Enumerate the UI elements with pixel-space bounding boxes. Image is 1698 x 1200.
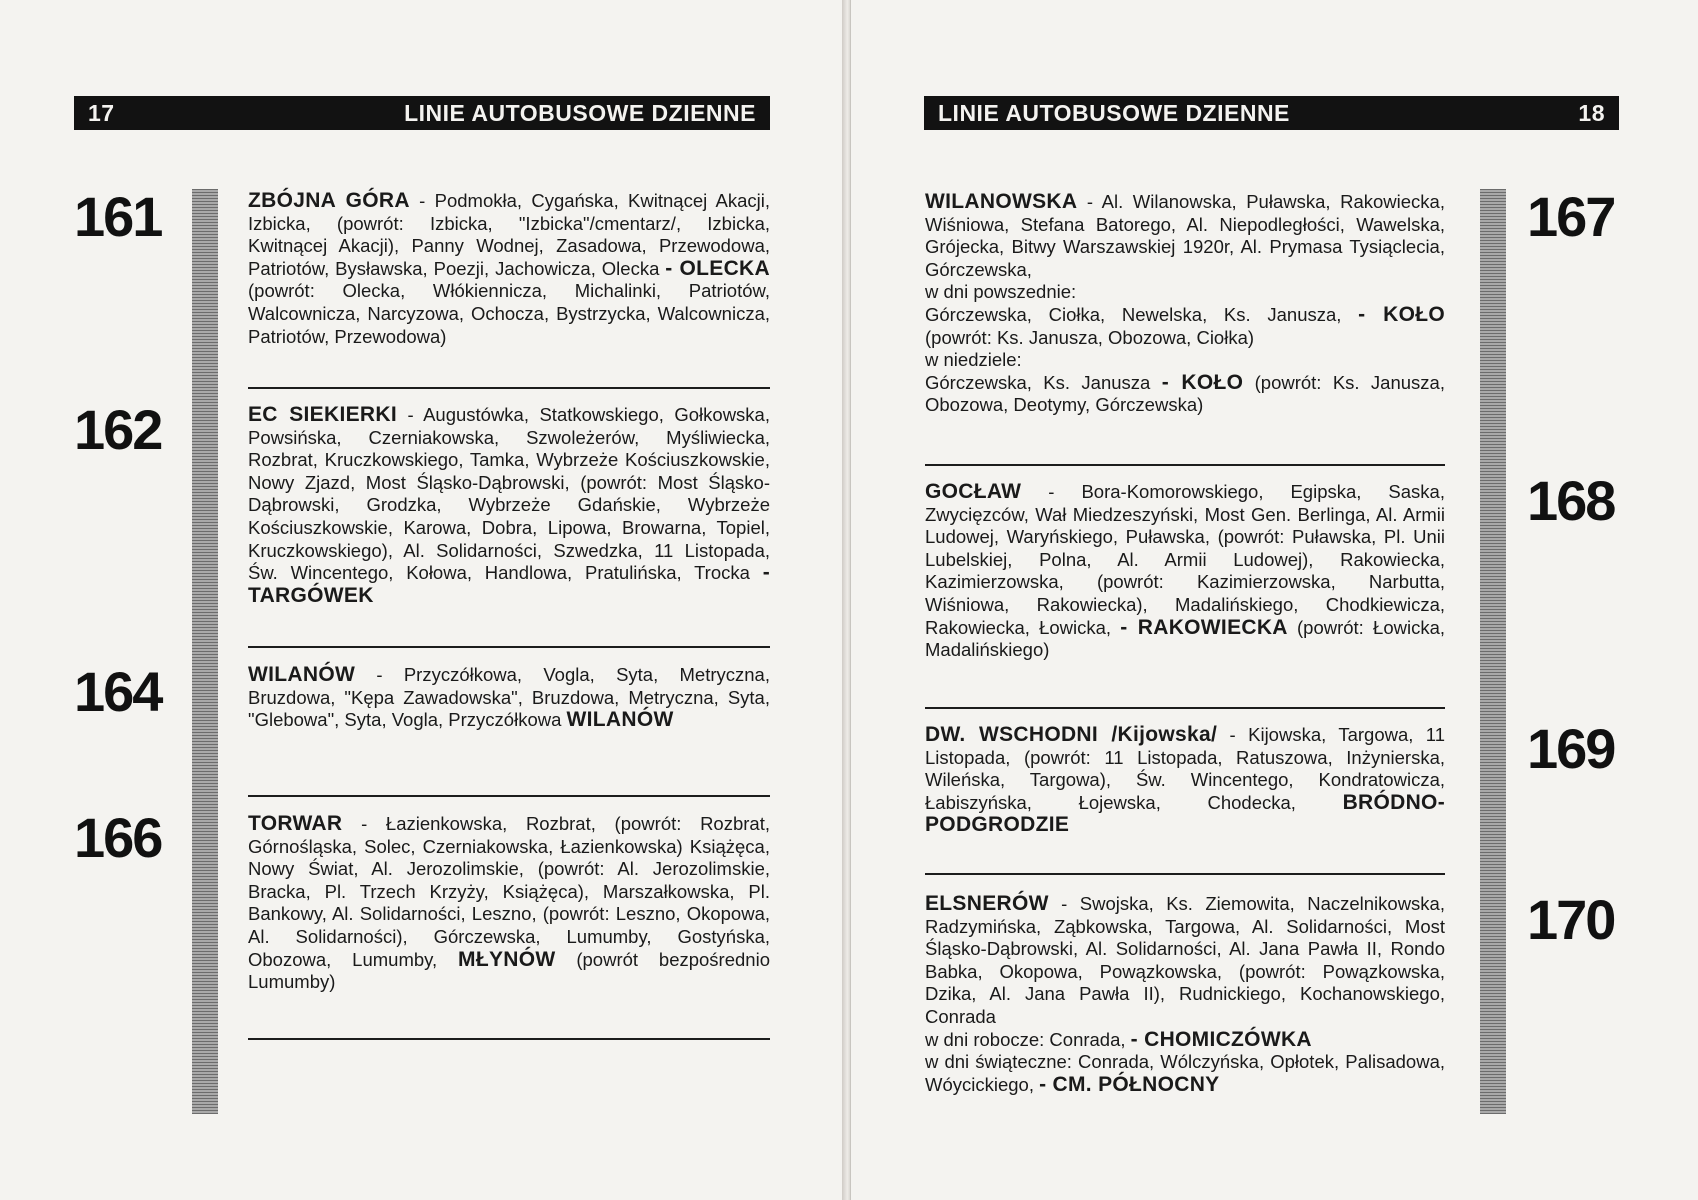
- route-streets: - Augustówka, Statkowskiego, Gołkowska, Powsińska, Czerniakowska, Szwoleżerów, Myśliwiecka, Rozbrat, Kruczkowskiego, Tamka, Wybrzeże Kościuszkowskie, Nowy Zjazd, Most Śląsko-Dąbrowski, (powrót: Most Śląsko-Dąbrowski, Grodzka, Wybrzeże Gdańskie, Wybrzeże Kościuszkowskie, Karowa, Dobra, Lipowa, Browarna, Topiel, Kruczkowskiego), Al. Solidarności, Szwedzka, 11 Listopada, Św. Wincentego, Kołowa, Handlowa, Pratulińska, Trocka: [248, 404, 770, 584]
- route-167: [925, 191, 1445, 417]
- right-page: [850, 0, 1698, 1200]
- route-divider: [248, 1038, 770, 1040]
- route-divider: [248, 387, 770, 389]
- weekday-label: w dni powszednie:: [925, 281, 1077, 303]
- line-number-167: 167: [1527, 185, 1615, 248]
- line-number-161: 161: [74, 185, 162, 248]
- route-terminus-to: - OLECKA: [665, 256, 770, 280]
- route-terminus-from: WILANOWSKA: [925, 190, 1078, 213]
- line-number-169: 169: [1527, 717, 1615, 780]
- route-streets: - Bora-Komorowskiego, Egipska, Saska, Zwycięzców, Wał Miedzeszyński, Most Gen. Berlinga, Al. Armii Ludowej, Waryńskiego, Puławska, (powrót: Puławska, Pl. Unii Lubelskiej, Polna, Al. Armii Ludowej), Rakowiecka, Kazimierzowska, (powrót: Kazimierzowska, Narbutta, Wiśniowa, Rakowiecka), Madalińskiego, Chodkiewicza, Rakowiecka, Łowicka,: [925, 481, 1445, 638]
- route-166: [248, 813, 770, 994]
- line-number-divider: [1480, 189, 1506, 1114]
- line-number-164: 164: [74, 660, 162, 723]
- route-168: [925, 481, 1445, 662]
- holiday-streets: w dni świąteczne: Conrada, Wólczyńska, Opłotek, Palisadowa, Wóycickiego,: [925, 1051, 1445, 1095]
- weekday-streets: Górczewska, Ciołka, Newelska, Ks. Janusza,: [925, 303, 1359, 325]
- line-number-168: 168: [1527, 469, 1615, 532]
- workday-terminus: - CHOMICZÓWKA: [1130, 1027, 1312, 1051]
- holiday-terminus: - CM. PÓŁNOCNY: [1039, 1072, 1220, 1096]
- route-162: [248, 404, 770, 607]
- header-title: LINIE AUTOBUSOWE DZIENNE: [938, 99, 1290, 126]
- route-161: [248, 190, 770, 348]
- line-number-166: 166: [74, 806, 162, 869]
- page-header: [74, 96, 770, 130]
- route-169: [925, 724, 1445, 837]
- page-number: 17: [88, 99, 115, 126]
- route-return: (powrót: Łowicka, Madalińskiego): [925, 616, 1446, 661]
- route-streets: - Al. Wilanowska, Puławska, Rakowiecka, Wiśniowa, Stefana Batorego, Al. Niepodległości, Wawelska, Grójecka, Bitwy Warszawskiej 1920r, Al. Prymasa Tysiąclecia, Górczewska,: [925, 191, 1445, 280]
- route-terminus-from: EC SIEKIERKI: [248, 403, 397, 426]
- route-divider: [925, 873, 1445, 875]
- route-streets: - Podmokła, Cygańska, Kwitnącej Akacji, Izbicka, (powrót: Izbicka, "Izbicka"/cmentarz/, Izbicka, Kwitnącej Akacji), Panny Wodnej, Zasadowa, Przewodowa, Patriotów, Bysławska, Poezji, Jachowicza, Olecka: [248, 190, 770, 279]
- sunday-return: (powrót: Ks. Janusza, Obozowa, Deotymy, Górczewska): [925, 371, 1445, 416]
- route-terminus-from: GOCŁAW: [925, 480, 1022, 503]
- page-number: 18: [1578, 99, 1605, 126]
- page-header: [924, 96, 1619, 130]
- route-terminus-from: WILANÓW: [248, 663, 356, 686]
- route-terminus-from: TORWAR: [248, 812, 343, 835]
- route-streets: - Swojska, Ks. Ziemowita, Naczelnikowska, Radzymińska, Ząbkowska, Targowa, Al. Solidarności, Most Śląsko-Dąbrowski, Al. Solidarności, Al. Jana Pawła II, Rondo Babka, Okopowa, Powązkowska, (powrót: Powązkowska, Dzika, Al. Jana Pawła II), Rudnickiego, Kochanowskiego, Conrada: [925, 893, 1445, 1027]
- line-number-162: 162: [74, 398, 162, 461]
- sunday-streets: Górczewska, Ks. Janusza: [925, 371, 1162, 393]
- sunday-label: w niedziele:: [925, 349, 1022, 371]
- route-streets: - Przyczółkowa, Vogla, Syta, Metryczna, Bruzdowa, "Kępa Zawadowska", Bruzdowa, Metryczna, Syta, "Glebowa", Syta, Vogla, Przyczółkowa: [248, 664, 770, 731]
- line-number-170: 170: [1527, 888, 1615, 951]
- route-return: (powrót bezpośrednio Lumumby): [248, 948, 770, 993]
- line-number-divider: [192, 189, 218, 1114]
- route-streets: - Łazienkowska, Rozbrat, (powrót: Rozbrat, Górnośląska, Solec, Czerniakowska, Łazienkowska) Książęca, Nowy Świat, Al. Jerozolimskie, (powrót: Al. Jerozolimskie, Bracka, Pl. Trzech Krzyży, Książęca), Marszałkowska, Pl. Bankowy, Al. Solidarności, Leszno, (powrót: Leszno, Okopowa, Al. Solidarności), Górczewska, Lumumby, Gostyńska, Obozowa, Lumumby,: [248, 813, 770, 970]
- route-terminus-to: MŁYNÓW: [458, 947, 556, 971]
- left-page: [0, 0, 847, 1200]
- weekday-terminus: - KOŁO: [1358, 302, 1446, 326]
- route-divider: [925, 707, 1445, 709]
- weekday-return: (powrót: Ks. Janusza, Obozowa, Ciołka): [925, 326, 1255, 348]
- header-title: LINIE AUTOBUSOWE DZIENNE: [404, 99, 756, 126]
- route-terminus-to: - RAKOWIECKA: [1120, 615, 1288, 639]
- route-streets: - Kijowska, Targowa, 11 Listopada, (powrót: 11 Listopada, Ratuszowa, Inżynierska, Wileńska, Targowa), Św. Wincentego, Kondratowicza, Łabiszyńska, Łojewska, Chodecka,: [925, 724, 1446, 813]
- route-terminus-from: ZBÓJNA GÓRA: [248, 189, 410, 212]
- route-terminus-from: DW. WSCHODNI /Kijowska/: [925, 723, 1218, 746]
- route-terminus-from: ELSNERÓW: [925, 892, 1049, 915]
- route-164: [248, 664, 770, 732]
- sunday-terminus: - KOŁO: [1161, 370, 1244, 394]
- route-divider: [248, 795, 770, 797]
- route-divider: [248, 646, 770, 648]
- route-return: (powrót: Olecka, Włókiennicza, Michalinki, Patriotów, Walcownicza, Narcyzowa, Ochocza, Bystrzycka, Walcownicza, Patriotów, Przewodowa): [248, 280, 770, 347]
- workday-streets: w dni robocze: Conrada,: [925, 1028, 1131, 1050]
- route-170: [925, 893, 1445, 1096]
- route-terminus-to: BRÓDNO-PODGRODZIE: [925, 790, 1445, 837]
- route-terminus-to: - TARGÓWEK: [248, 561, 770, 607]
- route-terminus-to: WILANÓW: [566, 708, 674, 732]
- route-divider: [925, 464, 1445, 466]
